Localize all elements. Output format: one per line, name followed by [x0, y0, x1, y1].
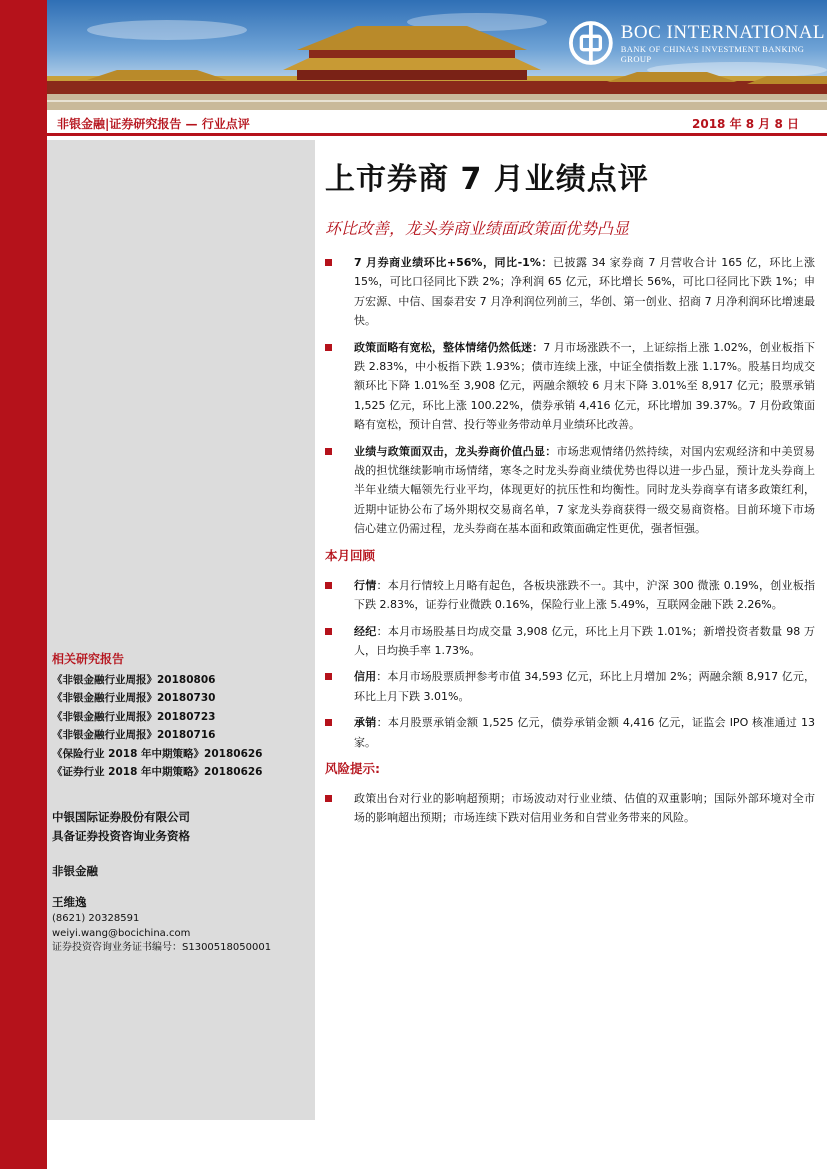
- bullet-square-icon: [325, 673, 332, 680]
- sidebar: [47, 140, 315, 1120]
- summary-item-lead: 政策面略有宽松，整体情绪仍然低迷：: [354, 340, 544, 354]
- review-item-text: ：本月市场股基日均成交量 3,908 亿元，环比上月下跌 1.01%；新增投资者数量 98 万人，日均换手率 1.73%。: [354, 624, 816, 657]
- review-heading: 本月回顾: [325, 547, 376, 563]
- summary-list: [325, 253, 815, 539]
- main-content: [325, 140, 815, 835]
- review-item-lead: 经纪: [354, 624, 377, 638]
- summary-item: [325, 338, 815, 435]
- review-item-text: ：本月股票承销金额 1,525 亿元，债券承销金额 4,416 亿元，证监会 IPO 核准通过 13 家。: [354, 716, 816, 749]
- analyst-info: [52, 862, 271, 956]
- related-reports-heading: 相关研究报告: [52, 652, 125, 666]
- sector-label: 非银金融: [52, 864, 98, 878]
- report-category: 非银金融|证券研究报告 — 行业点评: [57, 117, 250, 131]
- summary-item: [325, 442, 815, 539]
- summary-item-text: 7 月市场涨跌不一，上证综指上涨 1.02%，创业板指下跌 2.83%，中小板指下跌 1.93%；债市连续上涨，中证全债指数上涨 1.17%。股基日均成交额环比下降 1.01%至 3,908 亿元，两融余额较 6 月末下降 3.01%至 8,917 亿元；股票承销 1,525 亿元，环比上涨 100.22%，债券承销 4,416 亿元，环比增加 39.37%。7 月份政策面略有宽松，预计自营、投行等业务带动单月业绩环比改善。: [354, 340, 816, 432]
- risk-item: [325, 789, 815, 828]
- bullet-square-icon: [325, 628, 332, 635]
- analyst-email[interactable]: weiyi.wang@bocichina.com: [52, 927, 191, 939]
- review-item-text: ：本月市场股票质押参考市值 34,593 亿元，环比上月增加 2%；两融余额 8,917 亿元，环比上月下跌 3.01%。: [354, 670, 815, 703]
- review-item-text: ：本月行情较上月略有起色，各板块涨跌不一。其中，沪深 300 微涨 0.19%，创业板指下跌 2.83%，证券行业微跌 0.16%，保险行业上涨 5.49%，互联网金融下跌 2.26%。: [354, 578, 816, 612]
- related-report-item[interactable]: 《证券行业 2018 年中期策略》20180626: [52, 766, 263, 779]
- summary-item-text: 市场悲观情绪仍然持续，对国内宏观经济和中美贸易战的担忧继续影响市场情绪，寒冬之时龙头券商业绩优势也得以进一步凸显，预计龙头券商上半年业绩大幅领先行业平均，体现更好的抗压性和均衡性。同时龙头券商享有诸多政策红利，近期中证协公布了场外期权交易商名单，7 家龙头券商获得一级交易商资格。目前环境下市场信心建立仍需过程，龙头券商在基本面和政策面确定性更优，强者恒强。: [354, 444, 815, 536]
- review-item: [325, 576, 815, 615]
- report-date: 2018 年 8 月 8 日: [692, 117, 799, 131]
- related-report-item[interactable]: 《非银金融行业周报》20180723: [52, 710, 216, 723]
- brand-tagline: BANK OF CHINA'S INVESTMENT BANKING GROUP: [620, 44, 805, 64]
- summary-item-text: 已披露 34 家券商 7 月营收合计 165 亿，环比上涨 15%，可比口径同比下跌 2%；净利润 65 亿元，环比增长 56%，可比口径同比下跌 1%；申万宏源、中信、国泰君安 7 月净利润位列前三，华创、第一创业、招商 7 月净利润环比增速最快。: [354, 256, 815, 328]
- analyst-name: 王维逸: [52, 895, 87, 909]
- report-category-bar: [47, 110, 827, 136]
- bullet-square-icon: [325, 259, 332, 266]
- related-reports: [52, 650, 262, 781]
- bullet-square-icon: [325, 795, 332, 802]
- risk-heading: 风险提示:: [325, 760, 380, 776]
- analyst-phone: (8621) 20328591: [52, 913, 140, 924]
- summary-item: [325, 253, 815, 331]
- related-report-item[interactable]: 《非银金融行业周报》20180806: [52, 674, 216, 686]
- bullet-square-icon: [325, 448, 332, 455]
- brand-name: BOC INTERNATIONAL: [620, 22, 826, 43]
- related-report-item[interactable]: 《非银金融行业周报》20180716: [52, 729, 216, 742]
- report-subtitle: 环比改善，龙头券商业绩面政策面优势凸显: [325, 219, 630, 238]
- bullet-square-icon: [325, 344, 332, 351]
- review-item-lead: 信用: [354, 670, 377, 684]
- left-accent-bar: [0, 0, 47, 1169]
- issuer-qualification: 具备证券投资咨询业务资格: [52, 829, 190, 843]
- summary-item-lead: 业绩与政策面双击，龙头券商价值凸显：: [354, 444, 557, 458]
- issuer-info: [52, 808, 190, 846]
- boci-logo: [569, 20, 827, 66]
- review-item: [325, 713, 815, 752]
- review-list: [325, 576, 815, 752]
- bullet-square-icon: [325, 719, 332, 726]
- bullet-square-icon: [325, 582, 332, 589]
- related-report-item[interactable]: 《非银金融行业周报》20180730: [52, 692, 216, 705]
- header-banner: [47, 0, 827, 110]
- bank-of-china-logo-icon: [569, 20, 613, 66]
- analyst-license: 证券投资咨询业务证书编号：S1300518050001: [52, 942, 272, 953]
- risk-text: 政策出台对行业的影响超预期；市场波动对行业业绩、估值的双重影响；国际外部环境对全市场的影响超出预期；市场连续下跌对信用业务和自营业务带来的风险。: [354, 791, 815, 825]
- summary-item-lead: 7 月券商业绩环比+56%，同比-1%：: [354, 256, 553, 269]
- issuer-name: 中银国际证券股份有限公司: [52, 810, 190, 824]
- related-report-item[interactable]: 《保险行业 2018 年中期策略》20180626: [52, 747, 263, 760]
- review-item: [325, 622, 815, 661]
- review-item-lead: 行情: [354, 578, 377, 592]
- review-item-lead: 承销: [354, 716, 377, 730]
- risk-list: [325, 789, 815, 828]
- report-title: 上市券商 7 月业绩点评: [325, 162, 649, 197]
- review-item: [325, 667, 815, 706]
